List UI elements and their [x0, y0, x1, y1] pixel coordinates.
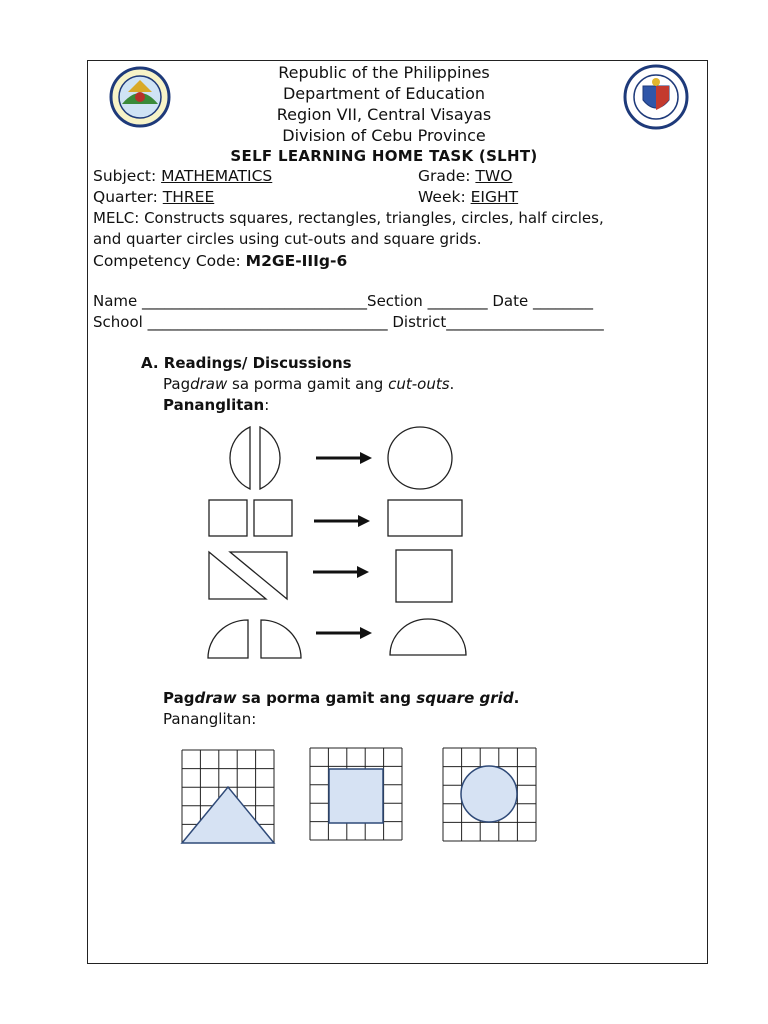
name-blank[interactable]: ______________________________: [142, 292, 368, 310]
date-blank[interactable]: ________: [532, 292, 593, 310]
header-line-department: Department of Education: [282, 84, 486, 103]
document-title: SELF LEARNING HOME TASK (SLHT): [230, 147, 538, 165]
name-label: Name: [93, 292, 138, 310]
school-label: School: [93, 313, 143, 331]
competency-value: M2GE-IIIg-6: [245, 252, 348, 270]
header-line-region: Region VII, Central Visayas: [276, 105, 492, 124]
melc-line-2: and quarter circles using cut-outs and square grids.: [93, 230, 482, 248]
example-label-colon: :: [264, 396, 270, 414]
week-label: Week:: [418, 188, 471, 206]
grade-value: TWO: [475, 167, 513, 185]
melc-line-1: MELC: Constructs squares, rectangles, triangles, circles, half circles,: [93, 209, 604, 227]
subject-label: Subject:: [93, 167, 162, 185]
district-blank[interactable]: _____________________: [446, 313, 604, 331]
section-a-heading: A. Readings/ Discussions: [141, 354, 352, 372]
header-line-division: Division of Cebu Province: [282, 126, 486, 145]
cutouts-text-2: draw: [190, 375, 228, 393]
grid-text-4: square grid: [416, 689, 514, 707]
school-blank[interactable]: ________________________________: [147, 313, 388, 331]
week-value: EIGHT: [470, 188, 519, 206]
section-blank[interactable]: ________: [427, 292, 488, 310]
grid-text-2: draw: [194, 689, 237, 707]
cutouts-text-3: sa porma gamit ang: [227, 375, 389, 393]
cutouts-text-4: cut-outs: [388, 375, 450, 393]
grid-triangle-shape: [182, 787, 274, 843]
grid-text-3: sa porma gamit ang: [236, 689, 417, 707]
grade-label: Grade:: [418, 167, 476, 185]
grid-square-shape: [329, 769, 383, 823]
header-line-republic: Republic of the Philippines: [278, 63, 490, 82]
cutouts-text-5: .: [449, 375, 455, 393]
example-label-2: Pananglitan:: [163, 710, 257, 728]
grid-text-1: Pag: [163, 689, 195, 707]
competency-label: Competency Code:: [93, 252, 246, 270]
grid-text-5: .: [513, 689, 520, 707]
date-label: Date: [492, 292, 529, 310]
cutouts-text-1: Pag: [163, 375, 191, 393]
quarter-label: Quarter:: [93, 188, 163, 206]
section-label: Section: [367, 292, 423, 310]
district-label: District: [392, 313, 447, 331]
grid-circle-shape: [461, 766, 517, 822]
subject-value: MATHEMATICS: [161, 167, 273, 185]
example-label-text: Pananglitan: [163, 396, 265, 414]
quarter-value: THREE: [162, 188, 215, 206]
